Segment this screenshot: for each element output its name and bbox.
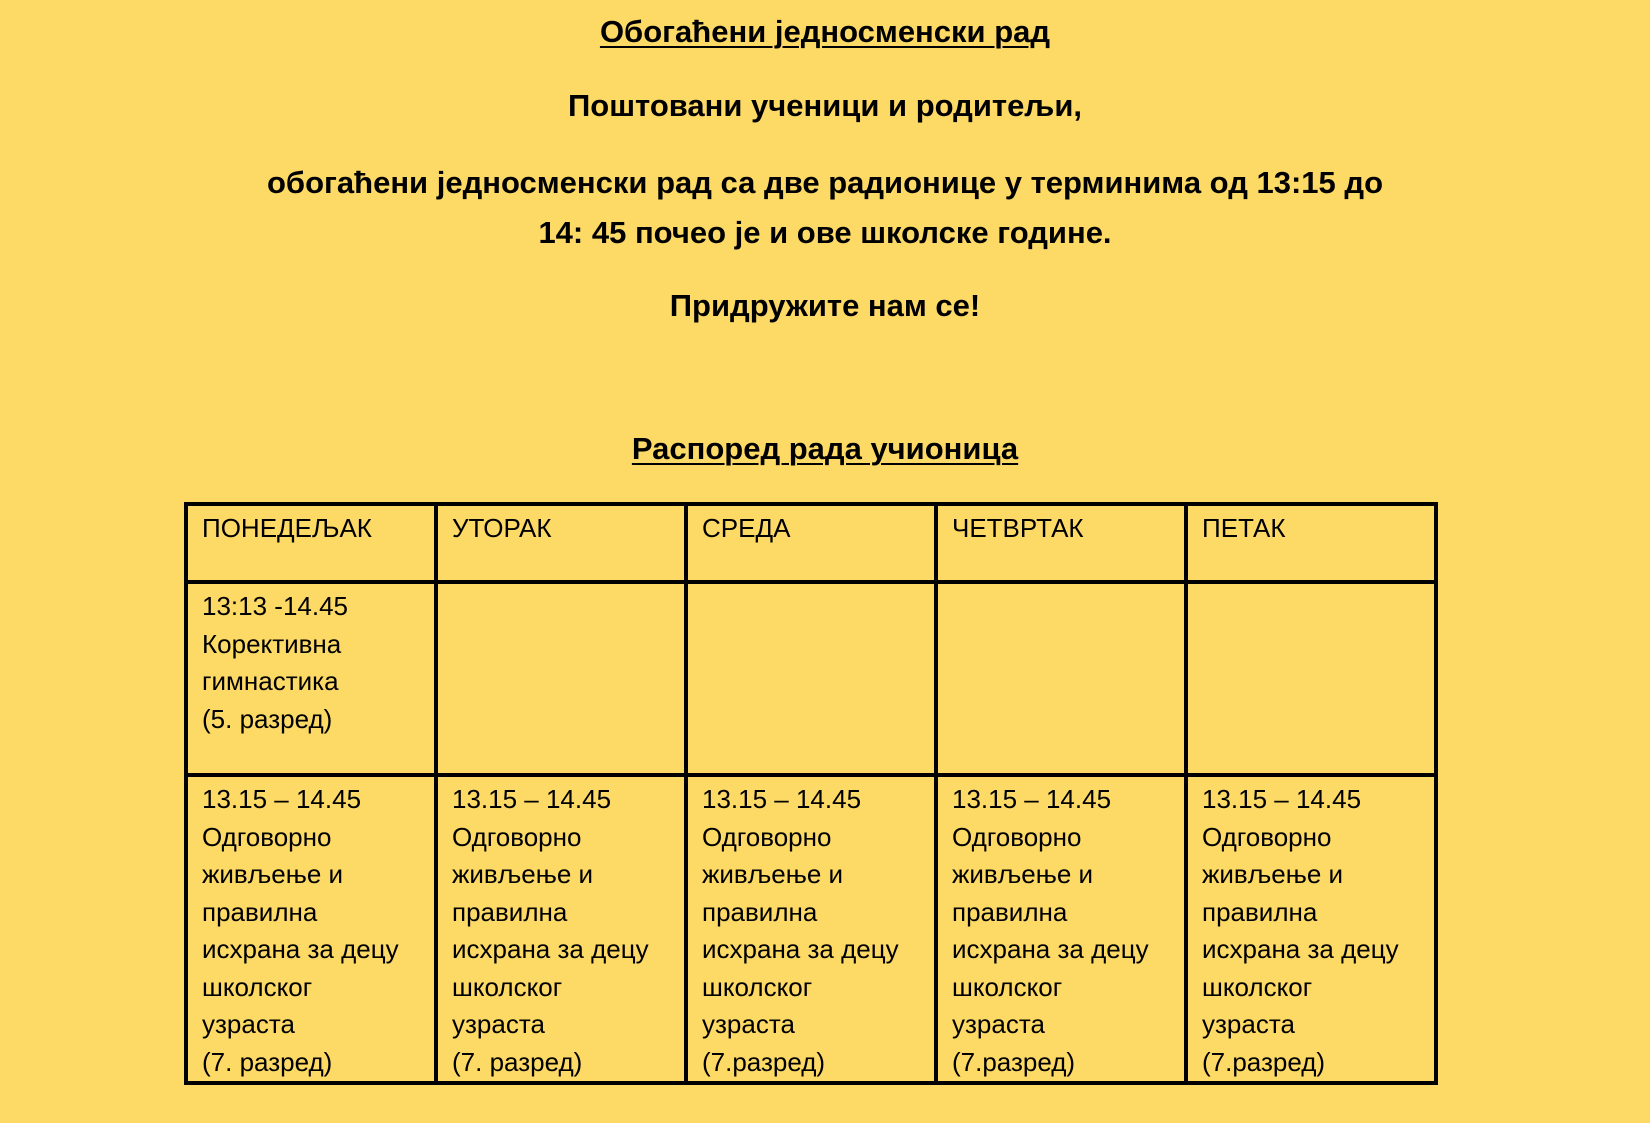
workshop-time: 13.15 – 14.45: [202, 784, 362, 814]
workshop-grade: (7.разред): [952, 1046, 1076, 1077]
cell-monday-workshop: [186, 582, 436, 775]
greeting: Поштовани ученици и родитељи,: [567, 88, 1083, 123]
workshop-name-line: Одговорно: [1202, 821, 1332, 852]
workshop-name-line: гимнастика: [202, 666, 339, 696]
workshop-name-line: Одговорно: [952, 821, 1082, 852]
workshop-name-line: узраста: [702, 1009, 795, 1039]
schedule-table: [184, 502, 1438, 1085]
workshop-grade: (7. разред): [202, 1046, 333, 1077]
workshop-time: 13.15 – 14.45: [452, 784, 612, 814]
day-header-tuesday: УТОРАК: [436, 504, 686, 582]
table-row: [186, 582, 1436, 775]
cell-empty: [1186, 582, 1436, 775]
workshop-time: 13.15 – 14.45: [702, 784, 862, 814]
workshop-name-line: живљење и: [702, 859, 844, 889]
cell-empty: [936, 582, 1186, 775]
workshop-name-line: школског: [202, 971, 313, 1002]
workshop-name-line: школског: [952, 971, 1063, 1002]
cell-tuesday-workshop: [436, 775, 686, 1083]
workshop-name-line: Одговорно: [452, 821, 582, 852]
workshop-time: 13.15 – 14.45: [1202, 784, 1362, 814]
announcement-line-2: 14: 45 почео је и ове школске године.: [538, 215, 1112, 250]
call-to-action: Придружите нам се!: [669, 288, 981, 323]
workshop-name-line: правилна: [1202, 896, 1318, 927]
workshop-name-line: школског: [702, 971, 813, 1002]
cell-empty: [436, 582, 686, 775]
cell-thursday-workshop: [936, 775, 1186, 1083]
workshop-grade: (5. разред): [202, 703, 333, 734]
workshop-name-line: Одговорно: [702, 821, 832, 852]
workshop-name-line: правилна: [202, 896, 318, 927]
workshop-name-line: школског: [1202, 971, 1313, 1002]
workshop-name-line: правилна: [702, 896, 818, 927]
cell-wednesday-workshop: [686, 775, 936, 1083]
workshop-name-line: правилна: [452, 896, 568, 927]
table-row: [186, 775, 1436, 1083]
workshop-name-line: узраста: [952, 1009, 1045, 1039]
day-header-friday: ПЕТАК: [1186, 504, 1436, 582]
workshop-grade: (7.разред): [1202, 1046, 1326, 1077]
page-title: Обогаћени једносменски рад: [599, 14, 1051, 49]
workshop-name-line: исхрана за децу: [202, 934, 399, 964]
schedule-title: Распоред рада учионица: [631, 431, 1019, 466]
announcement-text: [0, 158, 1650, 258]
workshop-grade: (7.разред): [702, 1046, 826, 1077]
cell-friday-workshop: [1186, 775, 1436, 1083]
workshop-name-line: исхрана за децу: [452, 934, 649, 964]
workshop-name-line: правилна: [952, 896, 1068, 927]
workshop-name-line: узраста: [1202, 1009, 1295, 1039]
cell-monday-workshop: [186, 775, 436, 1083]
workshop-name-line: узраста: [452, 1009, 545, 1039]
workshop-name-line: исхрана за децу: [702, 934, 899, 964]
announcement-line-1: обогаћени једносменски рад са две радионице у терминима од 13:15 до: [266, 165, 1384, 200]
workshop-name-line: школског: [452, 971, 563, 1002]
workshop-grade: (7. разред): [452, 1046, 583, 1077]
workshop-name-line: живљење и: [952, 859, 1094, 889]
cell-empty: [686, 582, 936, 775]
workshop-name-line: узраста: [202, 1009, 295, 1039]
workshop-name-line: Корективна: [202, 628, 342, 659]
workshop-time: 13:13 -14.45: [202, 591, 349, 621]
workshop-name-line: исхрана за децу: [1202, 934, 1399, 964]
day-header-monday: ПОНЕДЕЉАК: [186, 504, 436, 582]
workshop-time: 13.15 – 14.45: [952, 784, 1112, 814]
day-header-wednesday: СРЕДА: [686, 504, 936, 582]
workshop-name-line: Одговорно: [202, 821, 332, 852]
workshop-name-line: живљење и: [202, 859, 344, 889]
table-header-row: [186, 504, 1436, 582]
workshop-name-line: исхрана за децу: [952, 934, 1149, 964]
day-header-thursday: ЧЕТВРТАК: [936, 504, 1186, 582]
workshop-name-line: живљење и: [452, 859, 594, 889]
workshop-name-line: живљење и: [1202, 859, 1344, 889]
